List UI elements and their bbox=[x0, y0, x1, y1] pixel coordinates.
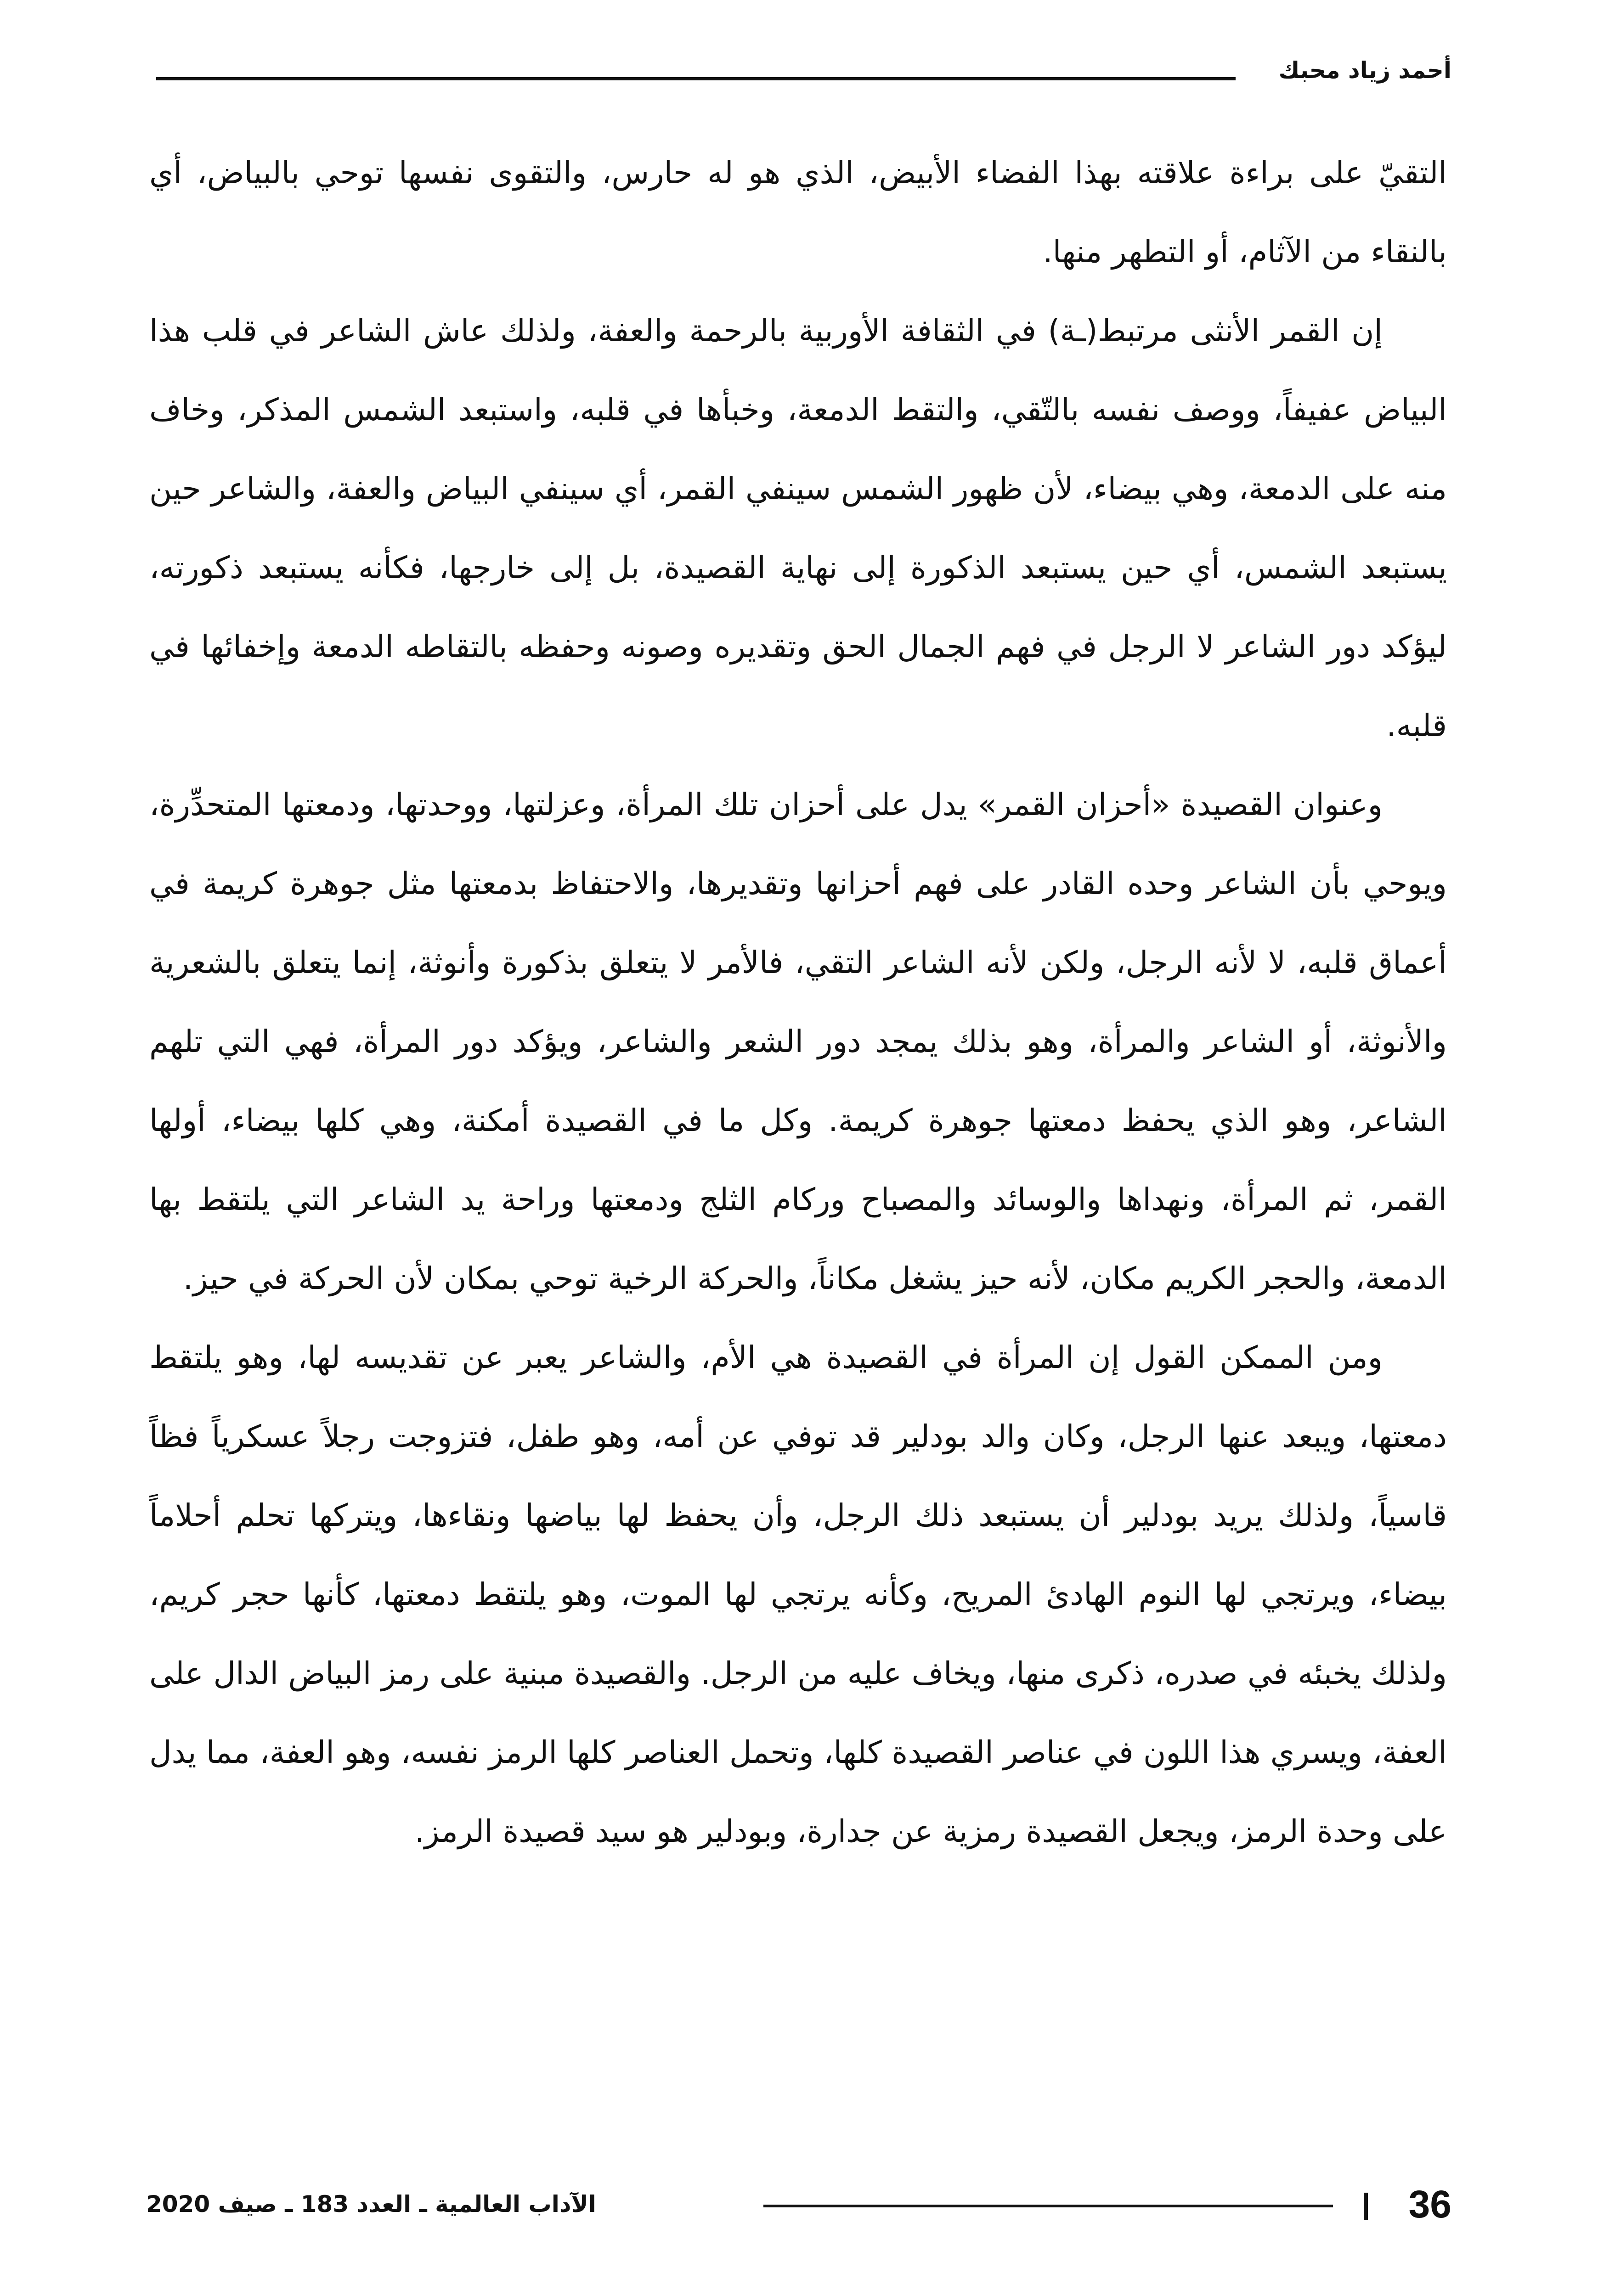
footer-rule bbox=[763, 2205, 1333, 2207]
paragraph: وعنوان القصيدة «أحزان القمر» يدل على أحزان تلك المرأة، وعزلتها، ووحدتها، ودمعتها المتحدِّرة، ويوحي بأن الشاعر وحده القادر على فهم أحزانها وتقديرها، والاحتفاظ بدمعتها مثل جوهرة كريمة في أعماق قلبه، لا لأنه الرجل، ولكن لأنه الشاعر التقي، فالأمر لا يتعلق بذكورة وأنوثة، إنما يتعلق بالشعرية والأنوثة، أو الشاعر والمرأة، وهو بذلك يمجد دور الشعر والشاعر، ويؤكد دور المرأة، فهي التي تلهم الشاعر، وهو الذي يحفظ دمعتها جوهرة كريمة. وكل ما في القصيدة أمكنة، وهي كلها بيضاء، أولها القمر، ثم المرأة، ونهداها والوسائد والمصباح وركام الثلج ودمعتها وراحة يد الشاعر التي يلتقط بها الدمعة، والحجر الكريم مكان، لأنه حيز يشغل مكاناً، والحركة الرخية توحي بمكان لأن الحركة في حيز. bbox=[149, 787, 1447, 1296]
page-number: 36 bbox=[1408, 2183, 1451, 2226]
running-header bbox=[156, 54, 1451, 91]
paragraph: إن القمر الأنثى مرتبط(ـة) في الثقافة الأوربية بالرحمة والعفة، ولذلك عاش الشاعر في قلب هذا البياض عفيفاً، ووصف نفسه بالتّقي، والتقط الدمعة، وخبأها في قلبه، واستبعد الشمس المذكر، وخاف منه على الدمعة، وهي بيضاء، لأن ظهور الشمس سينفي القمر، أي سينفي البياض والعفة، والشاعر حين يستبعد الشمس، أي حين يستبعد الذكورة إلى نهاية القصيدة، بل إلى خارجها، فكأنه يستبعد ذكورته، ليؤكد دور الشاعر لا الرجل في فهم الجمال الحق وتقديره وصونه وحفظه بالتقاطه الدمعة وإخفائها في قلبه. bbox=[149, 313, 1447, 743]
footer-separator-bar bbox=[1364, 2193, 1368, 2220]
paragraph: ومن الممكن القول إن المرأة في القصيدة هي الأم، والشاعر يعبر عن تقديسه لها، وهو يلتقط دمعتها، ويبعد عنها الرجل، وكان والد بودلير قد توفي عن أمه، وهو طفل، فتزوجت رجلاً عسكرياً فظاً قاسياً، ولذلك يريد بودلير أن يستبعد ذلك الرجل، وأن يحفظ لها بياضها ونقاءها، ويتركها تحلم أحلاماً بيضاء، ويرتجي لها النوم الهادئ المريح، وكأنه يرتجي لها الموت، وهو يلتقط دمعتها، كأنها حجر كريم، ولذلك يخبئه في صدره، ذكرى منها، ويخاف عليه من الرجل. والقصيدة مبنية على رمز البياض الدال على العفة، ويسري هذا اللون في عناصر القصيدة كلها، وتحمل العناصر كلها الرمز نفسه، وهو العفة، مما يدل على وحدة الرمز، ويجعل القصيدة رمزية عن جدارة، وبودلير هو سيد قصيدة الرمز. bbox=[149, 1339, 1447, 1849]
header-author: أحمد زياد محبك bbox=[1278, 57, 1451, 84]
paragraph-continued: التقيّ على براءة علاقته بهذا الفضاء الأبيض، الذي هو له حارس، والتقوى نفسها توحي بالبياض، أي بالنقاء من الآثام، أو التطهر منها. bbox=[149, 155, 1447, 270]
article-body bbox=[149, 133, 1447, 1871]
page-footer bbox=[146, 2179, 1451, 2229]
header-rule bbox=[156, 77, 1236, 80]
journal-issue: الآداب العالمية ـ العدد 183 ـ صيف 2020 bbox=[146, 2191, 596, 2217]
